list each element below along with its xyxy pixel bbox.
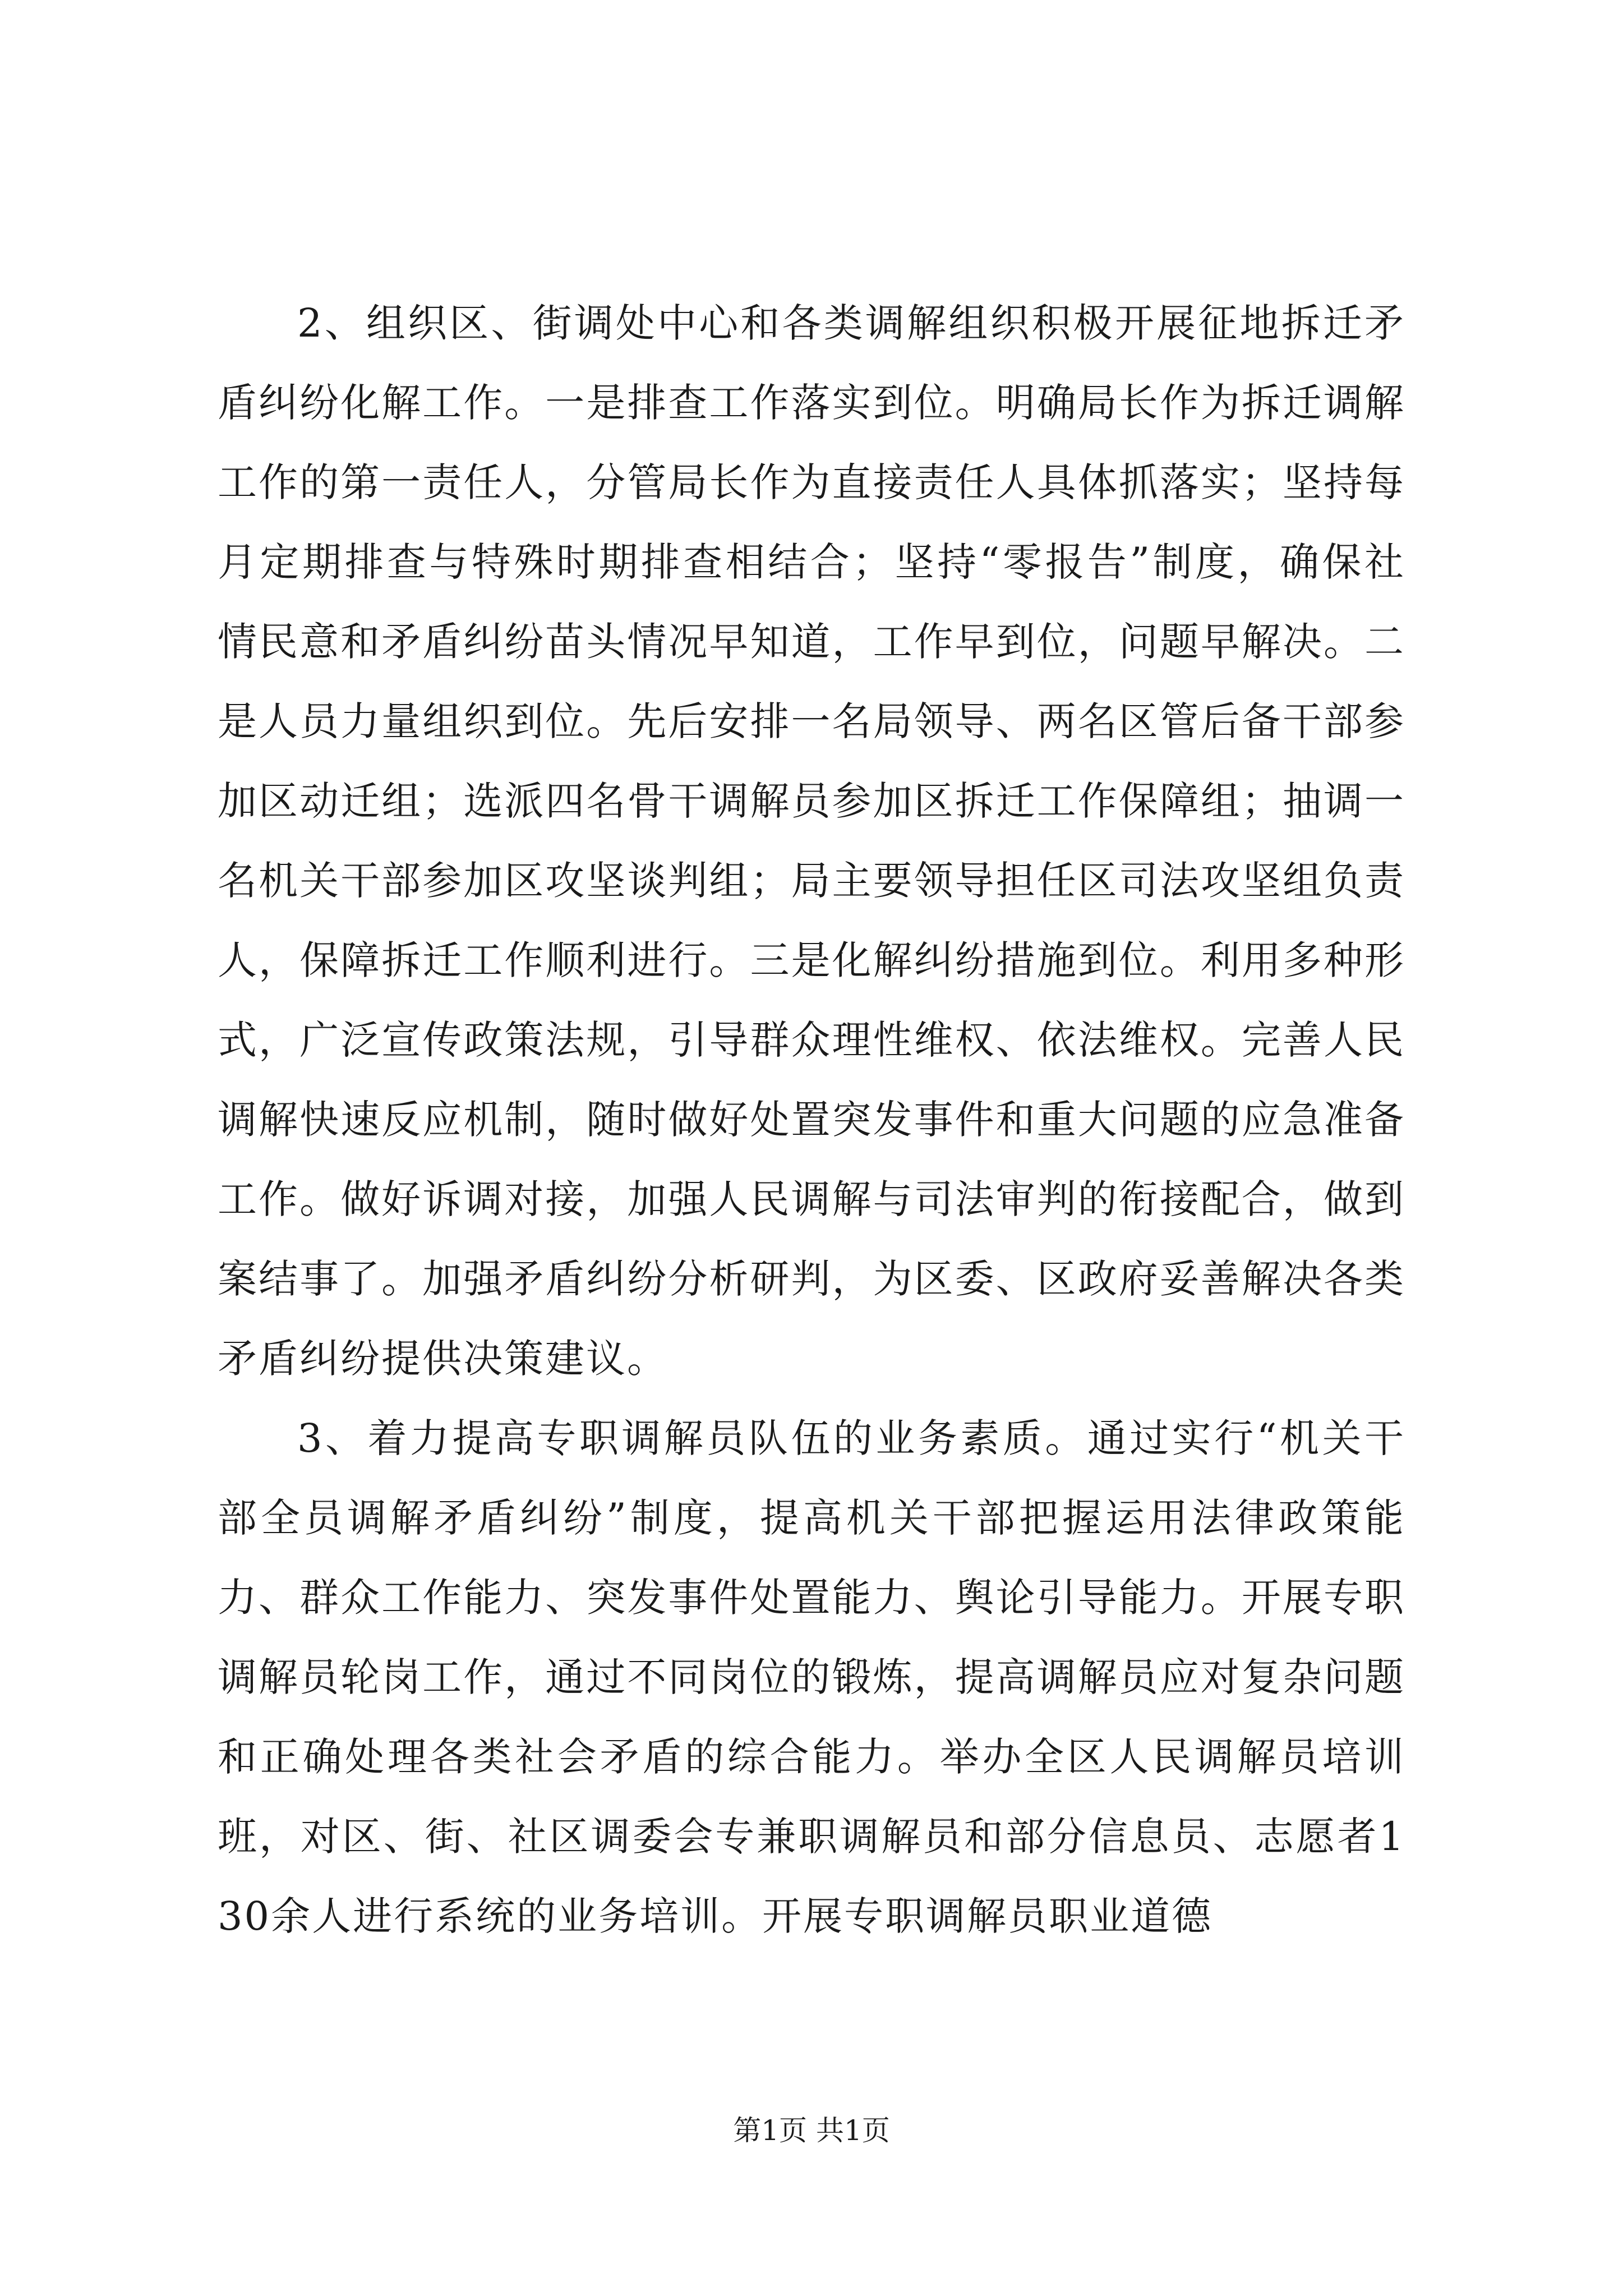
paragraph-2: 2、组织区、街调处中心和各类调解组织积极开展征地拆迁矛盾纠纷化解工作。一是排查工作落实到位。明确局长作为拆迁调解工作的第一责任人，分管局长作为直接责任人具体抓落实；坚持每月定期排查与特殊时期排查相结合；坚持“零报告”制度，确保社情民意和矛盾纠纷苗头情况早知道，工作早到位，问题早解决。二是人员力量组织到位。先后安排一名局领导、两名区管后备干部参加区动迁组；选派四名骨干调解员参加区拆迁工作保障组；抽调一名机关干部参加区攻坚谈判组；局主要领导担任区司法攻坚组负责人，保障拆迁工作顺利进行。三是化解纠纷措施到位。利用多种形式，广泛宣传政策法规，引导群众理性维权、依法维权。完善人民调解快速反应机制，随时做好处置突发事件和重大问题的应急准备工作。做好诉调对接，加强人民调解与司法审判的衔接配合，做到案结事了。加强矛盾纠纷分析研判，为区委、区政府妥善解决各类矛盾纠纷提供决策建议。: [218, 300, 1405, 1382]
document-body: [218, 283, 1405, 1956]
paragraph-3: 3、着力提高专职调解员队伍的业务素质。通过实行“机关干部全员调解矛盾纠纷”制度，提高机关干部把握运用法律政策能力、群众工作能力、突发事件处置能力、舆论引导能力。开展专职调解员轮岗工作，通过不同岗位的锻炼，提高调解员应对复杂问题和正确处理各类社会矛盾的综合能力。举办全区人民调解员培训班，对区、街、社区调委会专兼职调解员和部分信息员、志愿者130余人进行系统的业务培训。开展专职调解员职业道德: [218, 1415, 1405, 1939]
page-footer: 第1页 共1页: [733, 2114, 890, 2147]
